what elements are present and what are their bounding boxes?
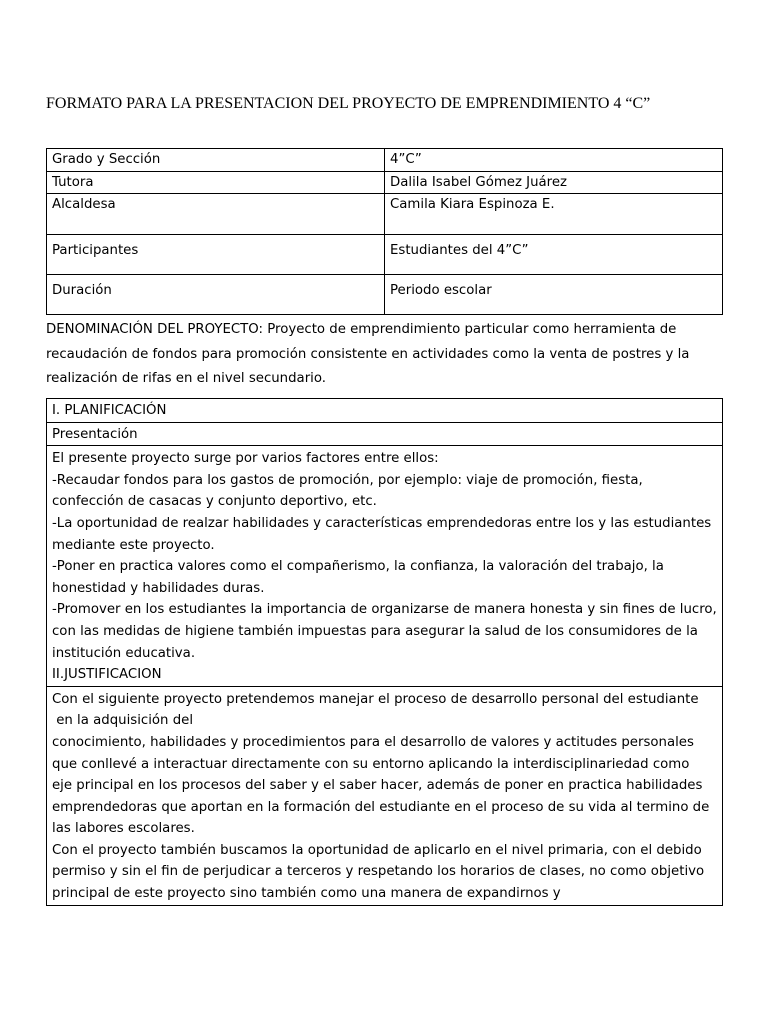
row-value: 4”C” (385, 149, 723, 172)
paragraph: -Poner en practica valores como el compañerismo, la confianza, la valoración del trabajo, la honestidad y habilidades duras. (52, 559, 664, 596)
table-row (47, 686, 723, 905)
presentation-body (47, 446, 723, 687)
document-title: FORMATO PARA LA PRESENTACION DEL PROYECTO DE EMPRENDIMIENTO 4 “C” (46, 95, 651, 112)
row-label: Tutora (47, 172, 385, 194)
row-value: Camila Kiara Espinoza E. (385, 194, 723, 235)
table-row (47, 235, 723, 275)
table-row (47, 275, 723, 315)
row-value: Periodo escolar (385, 275, 723, 315)
table-row (47, 422, 723, 446)
justification-body (47, 686, 723, 905)
paragraph: -La oportunidad de realzar habilidades y características emprendedoras entre los y las estudiantes mediante este proyecto. (52, 515, 712, 553)
paragraph: eje principal en los procesos del saber y el saber hacer, además de poner en practica habilidades emprendedoras que aportan en la formación del estudiante en el proceso de su vida al termino de las labores escolares. (52, 778, 710, 837)
row-label: Duración (47, 275, 385, 315)
row-label: Alcaldesa (47, 194, 385, 235)
table-row (47, 194, 723, 235)
paragraph: -Promover en los estudiantes la importancia de organizarse de manera honesta y sin fines de lucro, con las medidas de higiene también impuestas para asegurar la salud de los consumidores de la institución educativa. (52, 602, 717, 661)
paragraph: en la adquisición del (52, 713, 194, 729)
row-label: Grado y Sección (47, 149, 385, 172)
table-row (47, 172, 723, 194)
paragraph: conocimiento, habilidades y procedimientos para el desarrollo de valores y actitudes personales (52, 734, 694, 750)
project-denomination: DENOMINACIÓN DEL PROYECTO: Proyecto de emprendimiento particular como herramienta de recaudación de fondos para promoción consistente en actividades como la venta de postres y la realización de rifas en el nivel secundario. (46, 322, 690, 386)
row-value: Estudiantes del 4”C” (385, 235, 723, 275)
paragraph: Con el siguiente proyecto pretendemos manejar el proceso de desarrollo personal del estudiante (52, 691, 699, 707)
paragraph: -Recaudar fondos para los gastos de promoción, por ejemplo: viaje de promoción, fiesta, confección de casacas y conjunto deportivo, etc. (52, 472, 643, 510)
section-heading: I. PLANIFICACIÓN (47, 399, 723, 423)
table-row (47, 149, 723, 172)
row-value: Dalila Isabel Gómez Juárez (385, 172, 723, 194)
section-subheading: Presentación (47, 422, 723, 446)
paragraph: El presente proyecto surge por varios factores entre ellos: (52, 451, 439, 467)
row-label: Participantes (47, 235, 385, 275)
table-row (47, 399, 723, 423)
paragraph: que conllevé a interactuar directamente con su entorno aplicando la interdisciplinariedad como (52, 756, 690, 772)
planning-table (46, 398, 723, 906)
paragraph: Con el proyecto también buscamos la oportunidad de aplicarlo en el nivel primaria, con el debido permiso y sin el fin de perjudicar a terceros y respetando los horarios de clases, no como objetivo principal de este proyecto sino también como una manera de expandirnos y (52, 842, 705, 902)
section-heading: II.JUSTIFICACION (52, 667, 162, 683)
table-row (47, 446, 723, 687)
project-info-table (46, 148, 723, 315)
